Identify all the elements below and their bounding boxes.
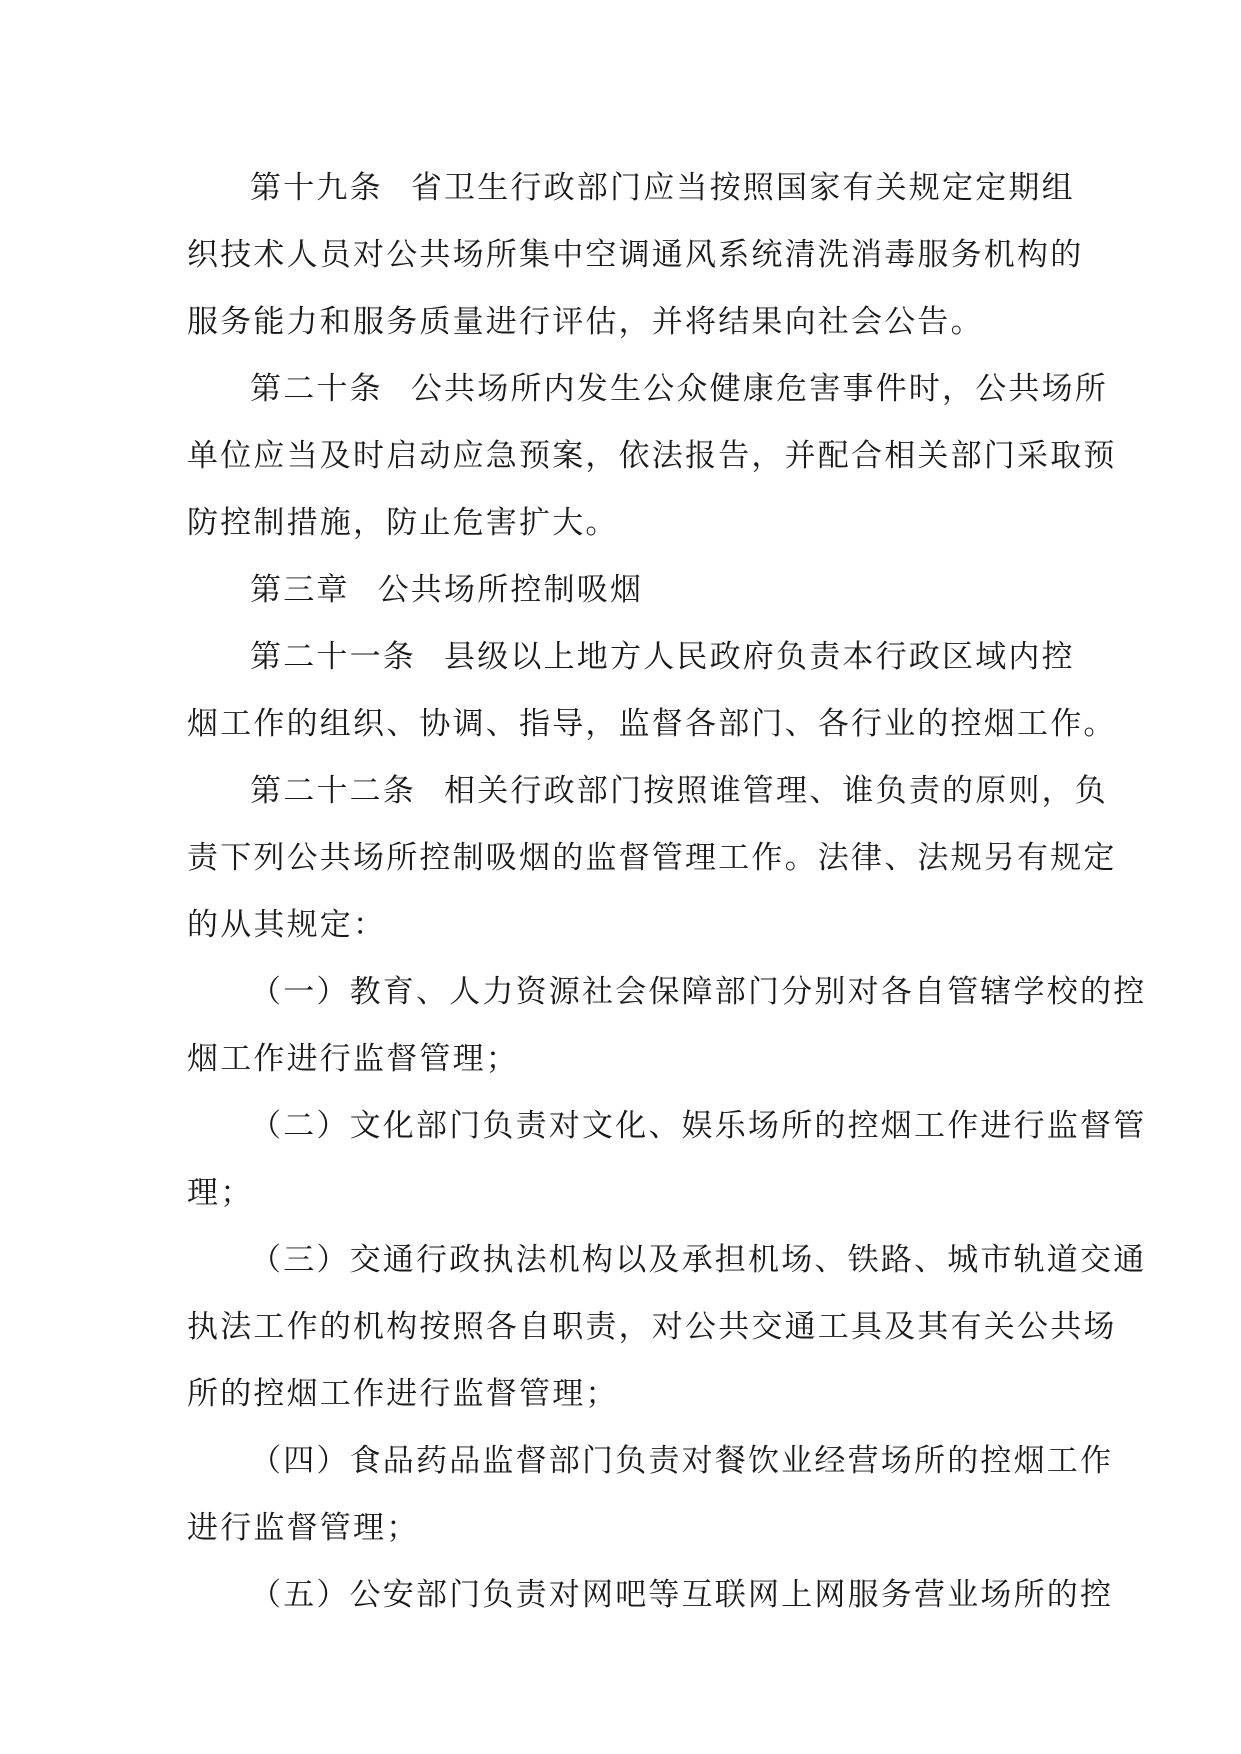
item-1-line-1: （一）教育、人力资源社会保障部门分别对各自管辖学校的控 bbox=[250, 974, 1147, 1010]
article-20-line-3: 防控制措施，防止危害扩大。 bbox=[187, 505, 619, 541]
item-3-line-1: （三）交通行政执法机构以及承担机场、铁路、城市轨道交通 bbox=[250, 1242, 1147, 1278]
article-21-line-2: 烟工作的组织、协调、指导，监督各部门、各行业的控烟工作。 bbox=[187, 706, 1117, 742]
article-19-line-2: 织技术人员对公共场所集中空调通风系统清洗消毒服务机构的 bbox=[187, 237, 1084, 273]
item-1-line-2: 烟工作进行监督管理； bbox=[187, 1041, 519, 1077]
item-2-line-1: （二）文化部门负责对文化、娱乐场所的控烟工作进行监督管 bbox=[250, 1108, 1147, 1144]
article-21-text: 县级以上地方人民政府负责本行政区域内控 bbox=[444, 639, 1075, 675]
article-20-text: 公共场所内发生公众健康危害事件时，公共场所 bbox=[410, 371, 1109, 407]
item-4-line-1: （四）食品药品监督部门负责对餐饮业经营场所的控烟工作 bbox=[250, 1443, 1114, 1479]
article-20-line-2: 单位应当及时启动应急预案，依法报告，并配合相关部门采取预 bbox=[187, 438, 1117, 474]
chapter-3-name: 公共场所控制吸烟 bbox=[377, 572, 644, 608]
article-19-line-1 bbox=[187, 155, 1075, 222]
chapter-3-heading: 第三章 bbox=[250, 572, 350, 608]
article-22-heading: 第二十二条 bbox=[250, 773, 416, 809]
article-19-line-3: 服务能力和服务质量进行评估，并将结果向社会公告。 bbox=[187, 304, 984, 340]
article-20-line-1 bbox=[187, 356, 1109, 423]
item-4-line-2: 进行监督管理； bbox=[187, 1510, 420, 1546]
article-19-heading: 第十九条 bbox=[250, 170, 383, 206]
article-22-line-3: 的从其规定： bbox=[187, 907, 387, 943]
document-body bbox=[187, 155, 1147, 1629]
item-3-line-3: 所的控烟工作进行监督管理； bbox=[187, 1376, 619, 1412]
article-21-heading: 第二十一条 bbox=[250, 639, 416, 675]
chapter-3-title bbox=[187, 557, 1055, 624]
article-19-text: 省卫生行政部门应当按照国家有关规定定期组 bbox=[410, 170, 1075, 206]
article-22-text: 相关行政部门按照谁管理、谁负责的原则，负 bbox=[444, 773, 1108, 809]
article-20-heading: 第二十条 bbox=[250, 371, 383, 407]
article-21-line-1 bbox=[187, 624, 1075, 691]
article-22-line-1 bbox=[187, 758, 1108, 825]
item-2-line-2: 理； bbox=[187, 1175, 254, 1211]
item-3-line-2: 执法工作的机构按照各自职责，对公共交通工具及其有关公共场 bbox=[187, 1309, 1117, 1345]
article-22-line-2: 责下列公共场所控制吸烟的监督管理工作。法律、法规另有规定 bbox=[187, 840, 1117, 876]
item-5-line-1: （五）公安部门负责对网吧等互联网上网服务营业场所的控 bbox=[250, 1577, 1114, 1613]
